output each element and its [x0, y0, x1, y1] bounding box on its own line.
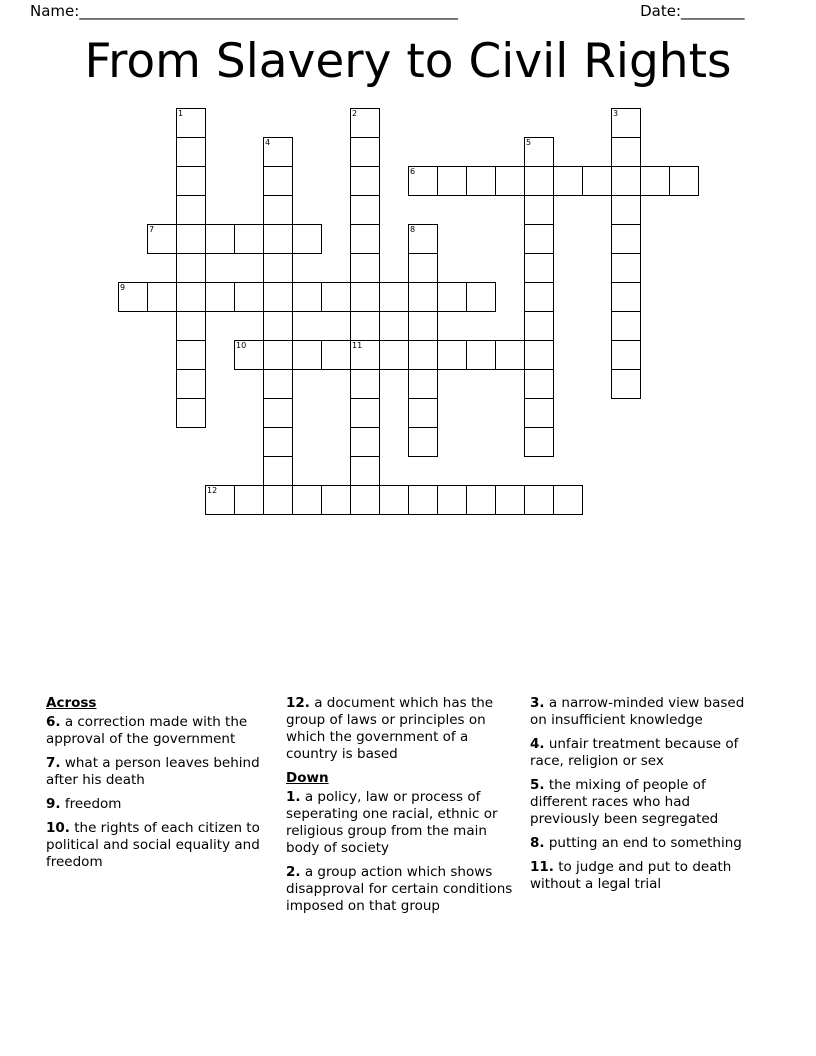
across-heading: Across [46, 695, 97, 711]
clue-text: unfair treatment because of race, religion or sex [530, 736, 739, 769]
clue-column-1 [46, 695, 278, 878]
crossword-cell[interactable] [263, 311, 293, 341]
name-blank-line: ______________________________________________________ [79, 2, 458, 20]
crossword-cell[interactable] [495, 485, 525, 515]
crossword-cell[interactable] [524, 166, 554, 196]
clue-text: what a person leaves behind after his death [46, 755, 260, 788]
crossword-cell[interactable] [350, 166, 380, 196]
crossword-cell[interactable] [553, 485, 583, 515]
crossword-cell[interactable] [466, 485, 496, 515]
clue-number: 2. [286, 864, 301, 880]
crossword-cell[interactable] [524, 369, 554, 399]
clue-item [46, 820, 278, 871]
crossword-cell[interactable] [350, 398, 380, 428]
clue-number: 11. [530, 859, 554, 875]
clue-item [530, 777, 760, 828]
crossword-cell[interactable] [437, 166, 467, 196]
clue-item [286, 789, 520, 857]
crossword-cell[interactable] [611, 311, 641, 341]
crossword-cell[interactable] [321, 282, 351, 312]
clue-text: to judge and put to death without a legal trial [530, 859, 732, 892]
clue-item [46, 755, 278, 789]
crossword-cell[interactable] [408, 282, 438, 312]
clue-item [530, 695, 760, 729]
clue-text: freedom [60, 796, 122, 812]
crossword-cell[interactable] [263, 456, 293, 486]
clue-item [530, 736, 760, 770]
clue-text: the mixing of people of different races who had previously been segregated [530, 777, 719, 827]
clue-number: 9. [46, 796, 61, 812]
crossword-cell[interactable] [292, 340, 322, 370]
crossword-cell[interactable] [379, 340, 409, 370]
crossword-cell[interactable] [611, 166, 641, 196]
cell-number: 8 [410, 225, 416, 234]
crossword-cell[interactable] [118, 282, 148, 312]
crossword-cell[interactable] [263, 137, 293, 167]
across-clue-list [46, 714, 278, 871]
down-clue-list [286, 789, 520, 915]
clue-item [286, 864, 520, 915]
crossword-cell[interactable] [263, 253, 293, 283]
cell-number: 9 [120, 283, 126, 292]
crossword-cell[interactable] [205, 224, 235, 254]
clue-number: 4. [530, 736, 545, 752]
crossword-cell[interactable] [350, 427, 380, 457]
crossword-cell[interactable] [147, 282, 177, 312]
crossword-cell[interactable] [437, 340, 467, 370]
clue-number: 1. [286, 789, 301, 805]
crossword-cell[interactable] [611, 195, 641, 225]
crossword-cell[interactable] [350, 485, 380, 515]
crossword-cell[interactable] [524, 340, 554, 370]
header-row [0, 0, 816, 28]
clue-item [46, 714, 278, 748]
crossword-cell[interactable] [263, 166, 293, 196]
crossword-cell[interactable] [205, 485, 235, 515]
crossword-cell[interactable] [495, 340, 525, 370]
down-heading: Down [286, 770, 329, 786]
crossword-cell[interactable] [408, 485, 438, 515]
crossword-cell[interactable] [611, 340, 641, 370]
page-title: From Slavery to Civil Rights [84, 34, 732, 89]
date-blank-line: _________ [681, 2, 744, 20]
clue-item [530, 835, 760, 852]
crossword-cell[interactable] [350, 311, 380, 341]
cell-number: 12 [207, 486, 218, 495]
crossword-cell[interactable] [611, 253, 641, 283]
crossword-cell[interactable] [263, 224, 293, 254]
clue-text: a group action which shows disapproval for certain conditions imposed on that group [286, 864, 513, 914]
cell-number: 3 [613, 109, 619, 118]
crossword-cell[interactable] [524, 137, 554, 167]
clue-text: a narrow-minded view based on insufficient knowledge [530, 695, 745, 728]
clue-text: the rights of each citizen to political and social equality and freedom [46, 820, 260, 870]
crossword-cell[interactable] [234, 282, 264, 312]
crossword-cell[interactable] [263, 195, 293, 225]
clue-column-2 [286, 695, 520, 922]
crossword-cell[interactable] [263, 282, 293, 312]
crossword-cell[interactable] [350, 195, 380, 225]
clue-text: a document which has the group of laws or principles on which the government of a country is based [286, 695, 494, 762]
crossword-cell[interactable] [176, 398, 206, 428]
clue-text: a correction made with the approval of the government [46, 714, 248, 747]
crossword-cell[interactable] [495, 166, 525, 196]
crossword-cell[interactable] [176, 166, 206, 196]
crossword-cell[interactable] [582, 166, 612, 196]
crossword-cell[interactable] [408, 427, 438, 457]
clue-number: 12. [286, 695, 310, 711]
crossword-cell[interactable] [553, 166, 583, 196]
clue-item [46, 796, 278, 813]
crossword-grid [0, 100, 816, 580]
crossword-cell[interactable] [321, 340, 351, 370]
crossword-cell[interactable] [263, 340, 293, 370]
across-clue-list-continued [286, 695, 520, 763]
crossword-cell[interactable] [176, 195, 206, 225]
crossword-cell[interactable] [292, 224, 322, 254]
clue-number: 7. [46, 755, 61, 771]
cell-number: 2 [352, 109, 358, 118]
clue-number: 8. [530, 835, 545, 851]
crossword-cell[interactable] [408, 369, 438, 399]
crossword-cell[interactable] [350, 224, 380, 254]
crossword-cell[interactable] [321, 485, 351, 515]
clue-item [530, 859, 760, 893]
clue-column-3 [530, 695, 760, 900]
date-field-block [640, 2, 744, 20]
crossword-cell[interactable] [524, 195, 554, 225]
crossword-cell[interactable] [611, 137, 641, 167]
crossword-cell[interactable] [379, 282, 409, 312]
crossword-cell[interactable] [350, 282, 380, 312]
crossword-cell[interactable] [350, 456, 380, 486]
crossword-cell[interactable] [437, 282, 467, 312]
crossword-cell[interactable] [176, 282, 206, 312]
cell-number: 4 [265, 138, 271, 147]
crossword-cell[interactable] [640, 166, 670, 196]
crossword-cell[interactable] [524, 485, 554, 515]
crossword-cell[interactable] [176, 108, 206, 138]
name-label: Name: [30, 2, 80, 20]
crossword-cell[interactable] [408, 398, 438, 428]
crossword-cell[interactable] [292, 282, 322, 312]
crossword-cell[interactable] [234, 485, 264, 515]
crossword-cell[interactable] [669, 166, 699, 196]
clue-number: 5. [530, 777, 545, 793]
crossword-cell[interactable] [524, 427, 554, 457]
crossword-cell[interactable] [176, 224, 206, 254]
crossword-cell[interactable] [408, 224, 438, 254]
crossword-cell[interactable] [234, 224, 264, 254]
crossword-cell[interactable] [524, 224, 554, 254]
crossword-cell[interactable] [205, 282, 235, 312]
crossword-cell[interactable] [263, 369, 293, 399]
crossword-cell[interactable] [611, 369, 641, 399]
crossword-cell[interactable] [408, 340, 438, 370]
cell-number: 11 [352, 341, 363, 350]
crossword-cell[interactable] [408, 166, 438, 196]
crossword-cell[interactable] [524, 311, 554, 341]
cell-number: 5 [526, 138, 532, 147]
clue-text: putting an end to something [544, 835, 742, 851]
crossword-cell[interactable] [350, 253, 380, 283]
crossword-cell[interactable] [408, 253, 438, 283]
cell-number: 7 [149, 225, 155, 234]
crossword-cell[interactable] [524, 398, 554, 428]
clues-section [40, 695, 780, 955]
crossword-cell[interactable] [350, 108, 380, 138]
date-label: Date: [640, 2, 681, 20]
crossword-cell[interactable] [466, 340, 496, 370]
crossword-cell[interactable] [350, 340, 380, 370]
crossword-cell[interactable] [466, 282, 496, 312]
crossword-cell[interactable] [176, 340, 206, 370]
crossword-cell[interactable] [263, 485, 293, 515]
crossword-cell[interactable] [176, 311, 206, 341]
crossword-cell[interactable] [292, 485, 322, 515]
clue-number: 6. [46, 714, 61, 730]
cell-number: 6 [410, 167, 416, 176]
crossword-cell[interactable] [176, 369, 206, 399]
down-clue-list-continued [530, 695, 760, 893]
crossword-cell[interactable] [611, 282, 641, 312]
crossword-cell[interactable] [524, 253, 554, 283]
crossword-cell[interactable] [176, 137, 206, 167]
crossword-cell[interactable] [611, 108, 641, 138]
crossword-cell[interactable] [263, 398, 293, 428]
crossword-cell[interactable] [466, 166, 496, 196]
crossword-cell[interactable] [379, 485, 409, 515]
crossword-cell[interactable] [176, 253, 206, 283]
clue-text: a policy, law or process of seperating one racial, ethnic or religious group from the main body of society [286, 789, 498, 856]
cell-number: 1 [178, 109, 184, 118]
crossword-cell[interactable] [408, 311, 438, 341]
crossword-cell[interactable] [350, 137, 380, 167]
crossword-cell[interactable] [437, 485, 467, 515]
clue-number: 3. [530, 695, 545, 711]
clue-number: 10. [46, 820, 70, 836]
crossword-cell[interactable] [524, 282, 554, 312]
clue-item [286, 695, 520, 763]
name-field-block [30, 2, 457, 20]
crossword-cell[interactable] [263, 427, 293, 457]
crossword-cell[interactable] [147, 224, 177, 254]
crossword-cell[interactable] [350, 369, 380, 399]
cell-number: 10 [236, 341, 247, 350]
crossword-cell[interactable] [611, 224, 641, 254]
crossword-cell[interactable] [234, 340, 264, 370]
